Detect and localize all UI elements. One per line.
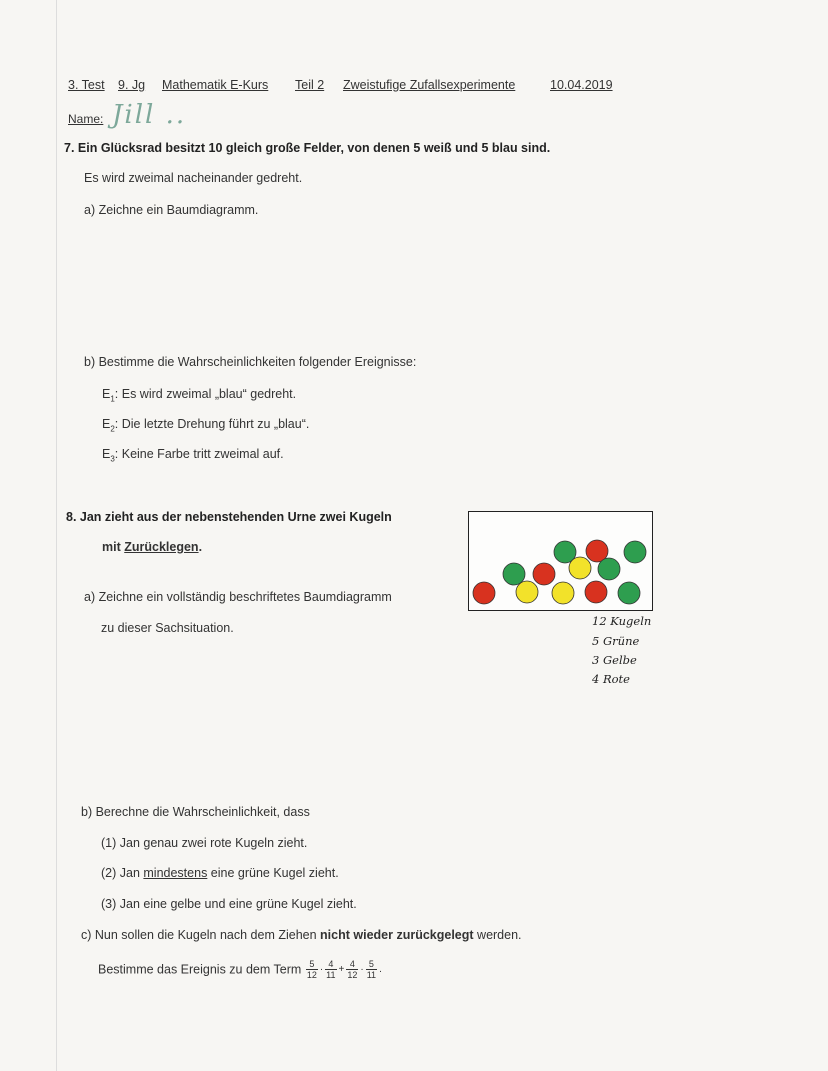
c-bold: nicht wieder zurückgelegt — [320, 928, 474, 942]
task8-b2: (2) Jan mindestens eine grüne Kugel zieht. — [101, 866, 339, 880]
event-e1: $E_1$: Es wird zweimal „blau“ gedreht. — [102, 387, 297, 404]
header-grade: 9. Jg — [118, 78, 146, 92]
task8-a-line2: zu dieser Sachsituation. — [101, 621, 234, 635]
numerator: 4 — [346, 959, 358, 970]
ball — [516, 581, 538, 603]
note-green: 5 Grüne — [592, 634, 640, 648]
urn-balls — [469, 512, 652, 610]
term-operator: . — [379, 963, 382, 975]
term-operator: · — [360, 963, 364, 975]
name-handwritten: Jill .. — [112, 100, 187, 130]
note-total: 12 Kugeln — [592, 614, 652, 628]
ball — [585, 581, 607, 603]
page-edge — [56, 0, 57, 1071]
task8-a-line1: a) Zeichne ein vollständig beschriftetes Baumdiagramm — [84, 590, 392, 604]
b2-underlined: mindestens — [143, 866, 208, 880]
name-label: Name: — [68, 112, 104, 126]
note-yellow: 3 Gelbe — [592, 653, 637, 667]
denominator: 11 — [366, 970, 377, 981]
denominator: 12 — [306, 970, 317, 981]
header-part: Teil 2 — [295, 78, 325, 92]
ball — [624, 541, 646, 563]
mode-underlined: Zurücklegen — [124, 540, 199, 554]
note-red: 4 Rote — [592, 672, 630, 686]
task8-mode: mit Zurücklegen. — [102, 540, 203, 554]
header-date: 10.04.2019 — [550, 78, 613, 92]
numerator: 4 — [325, 959, 336, 970]
ball — [552, 582, 574, 604]
event-e3: $E_3$: Keine Farbe tritt zweimal auf. — [102, 447, 284, 464]
task7-title: 7. Ein Glücksrad besitzt 10 gleich große Felder, von denen 5 weiß und 5 blau sind. — [64, 141, 551, 155]
term-operator: · — [319, 963, 324, 975]
denominator: 11 — [326, 970, 336, 981]
task8-term: Bestimme das Ereignis zu dem Term $\frac{5}{12}$ · $\frac{4}{11}$ + $\frac{4}{12}$ · $\frac{5}{11}$ . — [98, 959, 382, 981]
ball — [598, 558, 620, 580]
task8-b3: (3) Jan eine gelbe und eine grüne Kugel zieht. — [101, 897, 357, 911]
event-e2: $E_2$: Die letzte Drehung führt zu „blau“. — [102, 417, 310, 434]
task8-b: b) Berechne die Wahrscheinlichkeit, dass — [81, 805, 310, 819]
task8-c: c) Nun sollen die Kugeln nach dem Ziehen nicht wieder zurückgelegt werden. — [81, 928, 522, 942]
fraction — [366, 959, 377, 980]
fraction — [346, 959, 358, 980]
denominator: 12 — [347, 970, 358, 981]
ball — [618, 582, 640, 604]
ball — [473, 582, 495, 604]
ball — [533, 563, 555, 585]
numerator: 5 — [366, 959, 377, 970]
header-subject: Mathematik E-Kurs — [162, 78, 269, 92]
fraction — [325, 959, 336, 980]
ball — [503, 563, 525, 585]
task7-a: a) Zeichne ein Baumdiagramm. — [84, 203, 259, 217]
task7-b: b) Bestimme die Wahrscheinlichkeiten folgender Ereignisse: — [84, 355, 417, 369]
fraction — [306, 959, 318, 980]
term-operator: + — [338, 963, 345, 975]
task7-intro: Es wird zweimal nacheinander gedreht. — [84, 171, 303, 185]
ball — [569, 557, 591, 579]
urn-figure — [468, 511, 653, 611]
header-test: 3. Test — [68, 78, 105, 92]
fraction-term — [305, 959, 383, 981]
header-topic: Zweistufige Zufallsexperimente — [343, 78, 516, 92]
numerator: 5 — [306, 959, 318, 970]
task8-b1: (1) Jan genau zwei rote Kugeln zieht. — [101, 836, 308, 850]
task8-title: 8. Jan zieht aus der nebenstehenden Urne zwei Kugeln — [66, 510, 392, 524]
